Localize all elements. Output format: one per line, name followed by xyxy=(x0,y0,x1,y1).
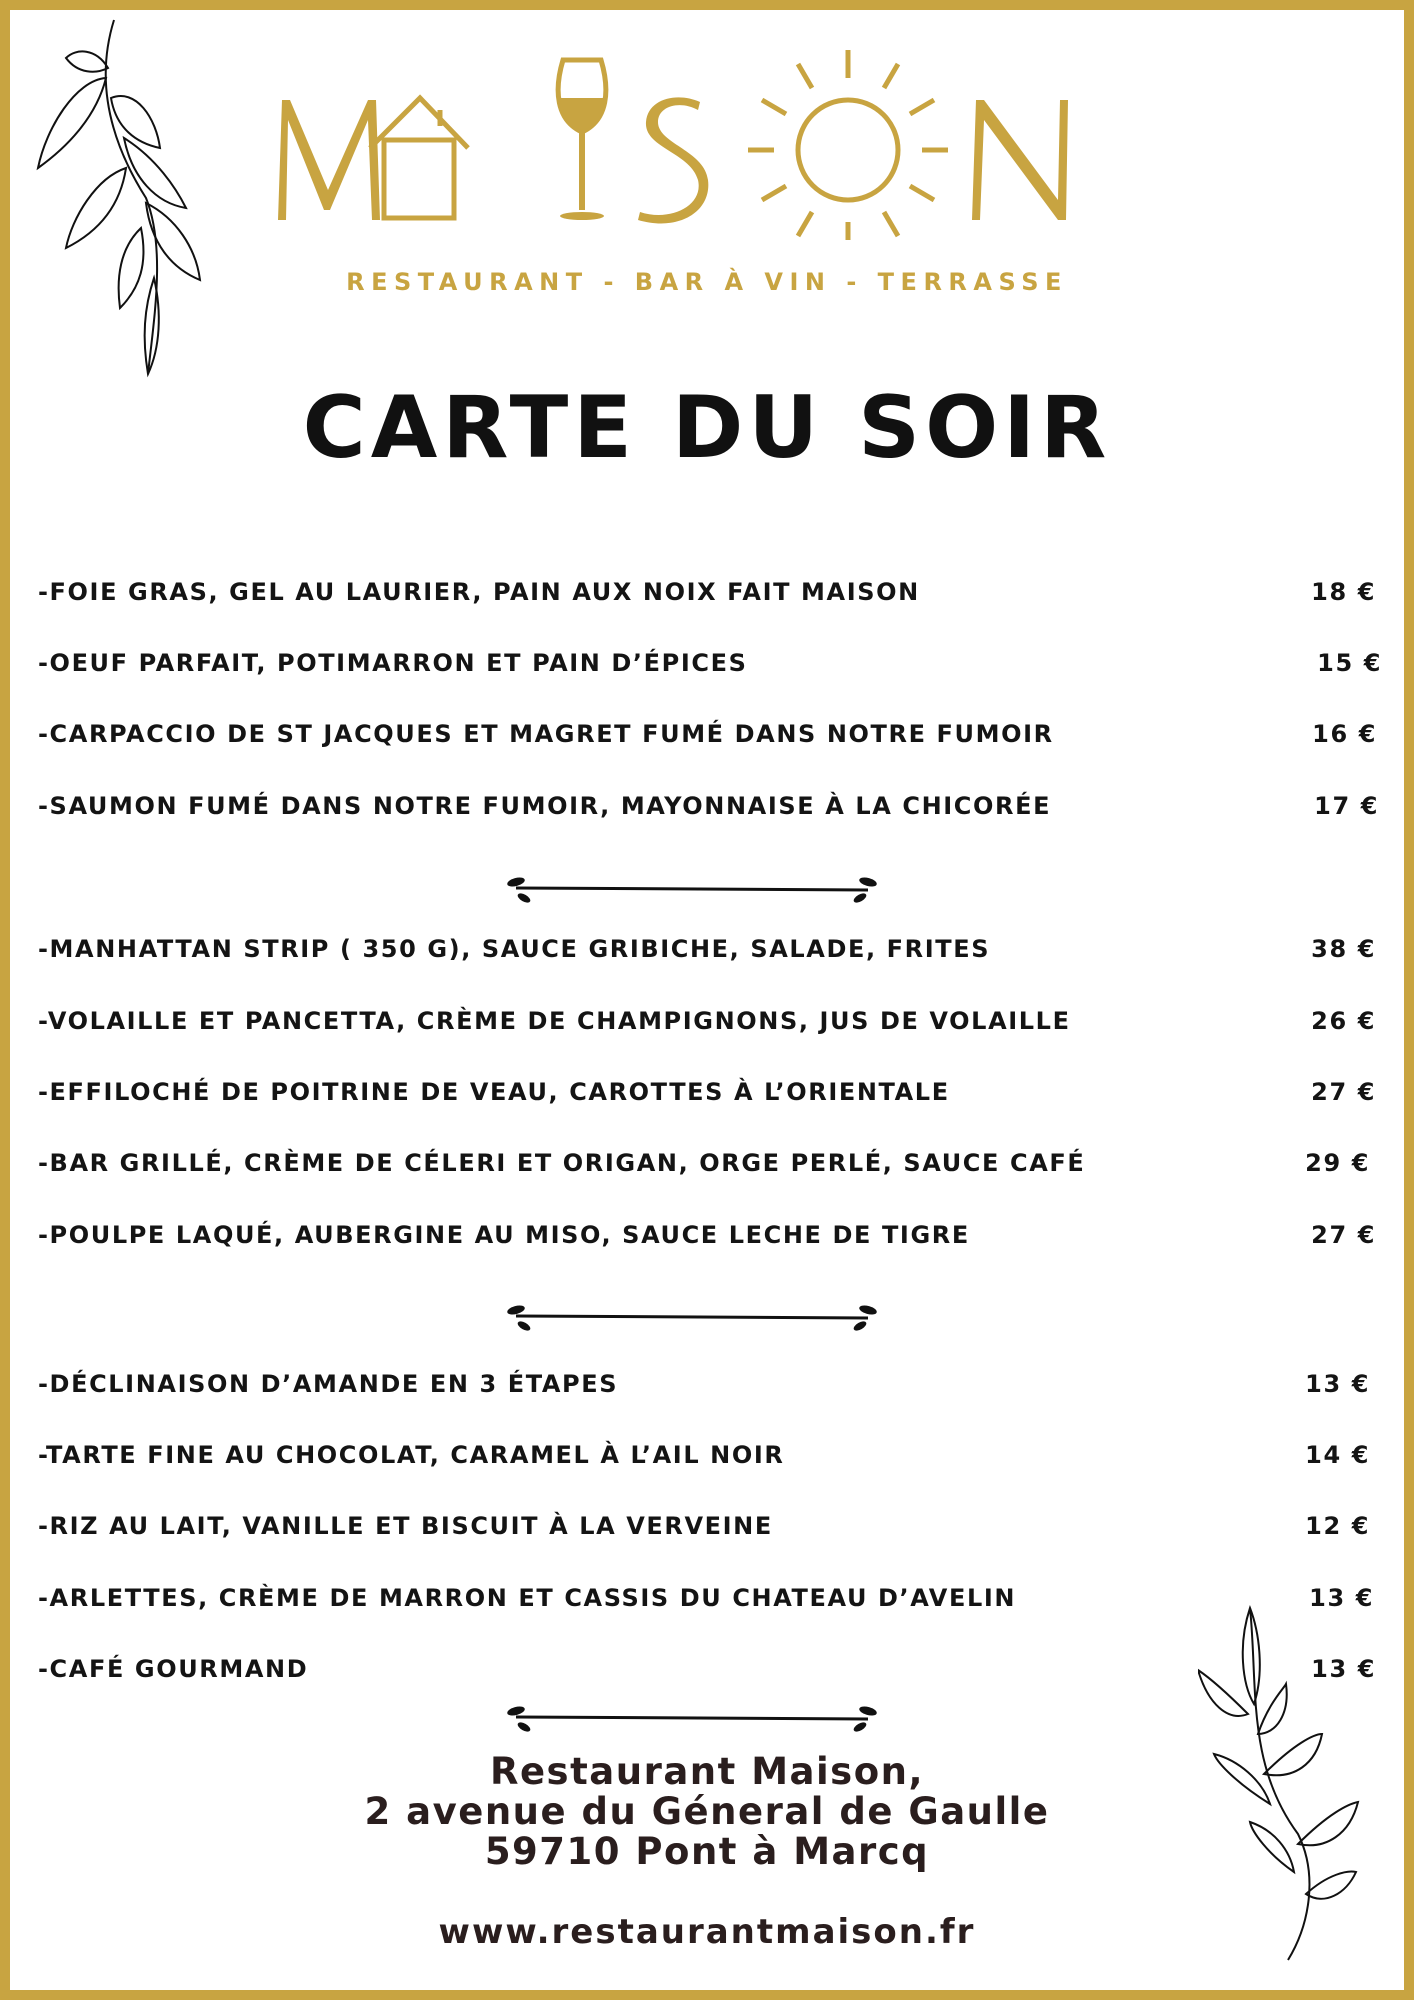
menu-item-price: 16 € xyxy=(1312,720,1377,748)
menu-item-price: 13 € xyxy=(1309,1584,1374,1612)
menu-item xyxy=(38,1655,1378,1691)
leaf-branch-icon xyxy=(1198,1604,1368,1964)
menu-item xyxy=(38,1007,1378,1043)
divider-ornament-icon xyxy=(502,1701,882,1737)
menu-item-name: -ARLETTES, CRÈME DE MARRON ET CASSIS DU CHATEAU D’AVELIN xyxy=(38,1584,1017,1612)
divider-ornament-icon xyxy=(502,872,882,908)
menu-item-name: -TARTE FINE AU CHOCOLAT, CARAMEL À L’AIL NOIR xyxy=(38,1441,785,1469)
menu-item-name: -FOIE GRAS, GEL AU LAURIER, PAIN AUX NOIX FAIT MAISON xyxy=(38,578,920,606)
leaf-branch-icon xyxy=(36,18,206,378)
maison-logo xyxy=(260,40,1080,240)
menu-item-price: 27 € xyxy=(1311,1078,1376,1106)
menu-title: CARTE DU SOIR xyxy=(302,378,1112,478)
menu-item-price: 18 € xyxy=(1311,578,1376,606)
menu-item xyxy=(38,1149,1378,1185)
menu-item xyxy=(38,935,1378,971)
menu-item-price: 12 € xyxy=(1305,1512,1370,1540)
menu-item-name: -DÉCLINAISON D’AMANDE EN 3 ÉTAPES xyxy=(38,1370,619,1398)
menu-item xyxy=(38,1441,1378,1477)
menu-item xyxy=(38,1078,1378,1114)
menu-item-name: -CARPACCIO DE ST JACQUES ET MAGRET FUMÉ DANS NOTRE FUMOIR xyxy=(38,720,1054,748)
menu-item-name: -BAR GRILLÉ, CRÈME DE CÉLERI ET ORIGAN, ORGE PERLÉ, SAUCE CAFÉ xyxy=(38,1149,1086,1177)
wine-glass-icon xyxy=(558,60,606,220)
menu-item-name: -VOLAILLE ET PANCETTA, CRÈME DE CHAMPIGNONS, JUS DE VOLAILLE xyxy=(38,1007,1071,1035)
website-link[interactable]: www.restaurantmaison.fr xyxy=(438,1912,976,1952)
menu-item-price: 17 € xyxy=(1314,792,1379,820)
menu-item xyxy=(38,1221,1378,1257)
menu-item-price: 15 € xyxy=(1317,649,1382,677)
menu-item xyxy=(38,649,1382,685)
menu-item-price: 13 € xyxy=(1311,1655,1376,1683)
menu-item-price: 29 € xyxy=(1305,1149,1370,1177)
menu-item-price: 14 € xyxy=(1305,1441,1370,1469)
menu-item-name: -SAUMON FUMÉ DANS NOTRE FUMOIR, MAYONNAISE À LA CHICORÉE xyxy=(38,792,1052,820)
address-line: Restaurant Maison, xyxy=(489,1750,925,1793)
menu-item-name: -OEUF PARFAIT, POTIMARRON ET PAIN D’ÉPICES xyxy=(38,649,748,677)
menu-item xyxy=(38,1512,1378,1548)
menu-item xyxy=(38,792,1378,828)
sun-icon xyxy=(748,50,948,240)
menu-item-price: 27 € xyxy=(1311,1221,1376,1249)
menu-item-name: -CAFÉ GOURMAND xyxy=(38,1655,309,1683)
menu-item xyxy=(38,1584,1378,1620)
menu-item xyxy=(38,720,1378,756)
menu-item-name: -MANHATTAN STRIP ( 350 G), SAUCE GRIBICHE, SALADE, FRITES xyxy=(38,935,991,963)
menu-item-price: 13 € xyxy=(1305,1370,1370,1398)
menu-item-name: -POULPE LAQUÉ, AUBERGINE AU MISO, SAUCE LECHE DE TIGRE xyxy=(38,1221,970,1249)
menu-item xyxy=(38,578,1378,614)
menu-item-name: -RIZ AU LAIT, VANILLE ET BISCUIT À LA VERVEINE xyxy=(38,1512,773,1540)
menu-item-price: 26 € xyxy=(1311,1007,1376,1035)
address-line: 2 avenue du Géneral de Gaulle xyxy=(364,1790,1050,1833)
menu-item-name: -EFFILOCHÉ DE POITRINE DE VEAU, CAROTTES À L’ORIENTALE xyxy=(38,1078,950,1106)
menu-item xyxy=(38,1370,1378,1406)
house-icon xyxy=(370,98,468,218)
divider-ornament-icon xyxy=(502,1300,882,1336)
brand-tagline: RESTAURANT - BAR À VIN - TERRASSE xyxy=(346,268,1068,296)
address-line: 59710 Pont à Marcq xyxy=(484,1830,930,1873)
menu-item-price: 38 € xyxy=(1311,935,1376,963)
